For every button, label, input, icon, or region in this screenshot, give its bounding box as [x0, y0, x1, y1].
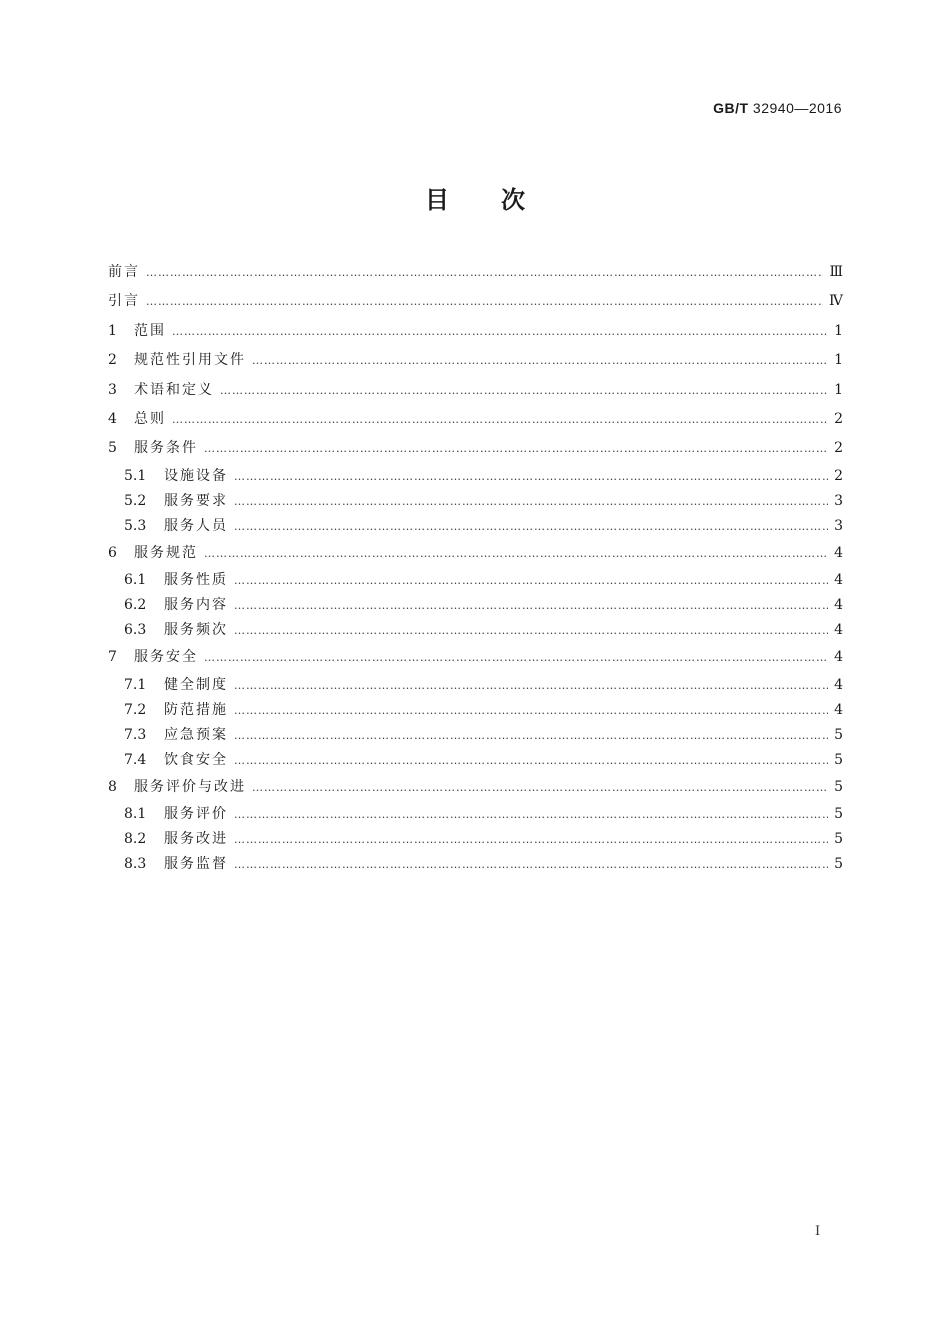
toc-entry[interactable] [108, 673, 843, 698]
toc-entry-label: 服务要求 [164, 492, 228, 509]
toc-entry-label: 服务内容 [164, 597, 228, 614]
toc-entry[interactable] [108, 802, 843, 827]
toc-entry-number: 7.4 [124, 751, 147, 768]
toc-entry-number: 6 [108, 544, 117, 561]
toc-leader-dots [252, 346, 828, 375]
toc-entry-number: 1 [108, 322, 117, 339]
page-title: 目次 [425, 186, 577, 214]
toc-entry-number: 7.2 [124, 701, 147, 718]
toc-entry-label: 饮食安全 [164, 751, 228, 768]
toc-leader-dots [234, 568, 828, 593]
toc-entry-label: 服务评价 [164, 805, 228, 822]
toc-entry-number: 8.2 [124, 830, 147, 847]
toc-leader-dots [234, 723, 828, 748]
toc-entry-label: 规范性引用文件 [134, 352, 246, 369]
toc-entry-number: 6.1 [124, 572, 147, 589]
toc-entry-page: 2 [834, 440, 843, 457]
toc-entry[interactable] [108, 698, 843, 723]
toc-leader-dots [234, 698, 828, 723]
toc-entry[interactable] [108, 773, 843, 802]
toc-entry-number: 7.1 [124, 676, 147, 693]
toc-leader-dots [234, 802, 828, 827]
toc-entry[interactable] [108, 643, 843, 672]
table-of-contents [108, 258, 843, 877]
toc-entry-label: 防范措施 [164, 701, 228, 718]
toc-entry[interactable] [108, 748, 843, 773]
toc-entry-page: 4 [834, 649, 843, 666]
toc-entry-number: 6.3 [124, 622, 147, 639]
toc-entry-label: 前言 [108, 264, 140, 280]
toc-entry-label: 术语和定义 [134, 381, 214, 398]
toc-leader-dots [234, 673, 828, 698]
toc-entry-number: 4 [108, 410, 117, 427]
toc-entry-number: 8.1 [124, 805, 147, 822]
toc-entry[interactable] [108, 489, 843, 514]
toc-leader-dots [146, 287, 823, 316]
toc-entry-page: 5 [834, 805, 843, 822]
toc-entry-page: 4 [834, 544, 843, 561]
toc-entry[interactable] [108, 618, 843, 643]
toc-leader-dots [234, 514, 828, 539]
toc-entry-page: 4 [834, 676, 843, 693]
toc-entry[interactable] [108, 376, 843, 405]
toc-entry-page: 4 [834, 572, 843, 589]
toc-leader-dots [220, 376, 828, 405]
toc-entry-number: 8 [108, 778, 117, 795]
toc-leader-dots [234, 593, 828, 618]
toc-leader-dots [204, 434, 828, 463]
toc-entry-label: 服务评价与改进 [134, 778, 246, 795]
standard-code-prefix: GB/T [713, 100, 749, 116]
toc-entry-label: 服务规范 [134, 544, 198, 561]
toc-entry-label: 服务安全 [134, 649, 198, 666]
toc-leader-dots [234, 464, 828, 489]
toc-entry-label: 服务人员 [164, 517, 228, 534]
toc-entry-page: 5 [834, 778, 843, 795]
toc-entry[interactable] [108, 464, 843, 489]
toc-entry-number: 8.3 [124, 855, 147, 872]
toc-leader-dots [234, 852, 828, 877]
toc-entry-page: 3 [834, 492, 843, 509]
toc-entry-label: 服务监督 [164, 855, 228, 872]
toc-entry-number: 6.2 [124, 597, 147, 614]
toc-entry-page: 1 [834, 352, 843, 369]
toc-leader-dots [234, 748, 828, 773]
toc-entry-label: 范围 [134, 322, 166, 339]
toc-entry[interactable] [108, 346, 843, 375]
toc-entry[interactable] [108, 514, 843, 539]
toc-leader-dots [234, 618, 828, 643]
standard-code [713, 100, 842, 116]
toc-entry-number: 5.1 [124, 467, 147, 484]
toc-entry-page: 4 [834, 597, 843, 614]
toc-entry-page: 5 [834, 830, 843, 847]
toc-entry-label: 服务性质 [164, 572, 228, 589]
toc-leader-dots [146, 258, 823, 287]
toc-leader-dots [234, 827, 828, 852]
toc-entry[interactable] [108, 852, 843, 877]
toc-entry[interactable] [108, 287, 843, 316]
toc-entry-page: 1 [834, 322, 843, 339]
toc-entry-page: 3 [834, 517, 843, 534]
toc-entry-page: Ⅲ [829, 264, 843, 280]
toc-entry-number: 7.3 [124, 726, 147, 743]
toc-entry-page: 4 [834, 701, 843, 718]
toc-entry[interactable] [108, 593, 843, 618]
toc-entry-page: Ⅳ [829, 293, 843, 310]
toc-entry[interactable] [108, 827, 843, 852]
toc-entry-page: 1 [834, 381, 843, 398]
toc-entry-number: 2 [108, 352, 117, 369]
toc-entry-label: 设施设备 [164, 467, 228, 484]
toc-entry-page: 5 [834, 751, 843, 768]
toc-entry-label: 服务条件 [134, 440, 198, 457]
toc-entry-number: 5 [108, 440, 117, 457]
toc-entry-label: 应急预案 [164, 726, 228, 743]
toc-leader-dots [204, 539, 828, 568]
toc-entry[interactable] [108, 317, 843, 346]
page-number: I [815, 1224, 821, 1239]
toc-entry-page: 2 [834, 467, 843, 484]
toc-entry-number: 7 [108, 649, 117, 666]
toc-entry[interactable] [108, 405, 843, 434]
toc-entry-label: 服务改进 [164, 830, 228, 847]
toc-entry-number: 5.3 [124, 517, 147, 534]
toc-leader-dots [234, 489, 828, 514]
toc-entry-page: 5 [834, 855, 843, 872]
standard-code-number: 32940—2016 [752, 100, 842, 116]
toc-entry[interactable] [108, 539, 843, 568]
toc-entry-label: 总则 [134, 410, 166, 427]
toc-leader-dots [172, 317, 828, 346]
toc-entry-page: 2 [834, 410, 843, 427]
toc-entry[interactable] [108, 434, 843, 463]
toc-entry-label: 健全制度 [164, 676, 228, 693]
toc-entry-label: 服务频次 [164, 622, 228, 639]
toc-entry[interactable] [108, 258, 843, 287]
toc-leader-dots [252, 773, 828, 802]
toc-entry-page: 5 [834, 726, 843, 743]
toc-entry-label: 引言 [108, 293, 140, 310]
toc-entry[interactable] [108, 723, 843, 748]
toc-leader-dots [204, 643, 828, 672]
toc-entry-number: 3 [108, 381, 117, 398]
toc-entry[interactable] [108, 568, 843, 593]
toc-entry-page: 4 [834, 622, 843, 639]
toc-entry-number: 5.2 [124, 492, 147, 509]
toc-leader-dots [172, 405, 828, 434]
